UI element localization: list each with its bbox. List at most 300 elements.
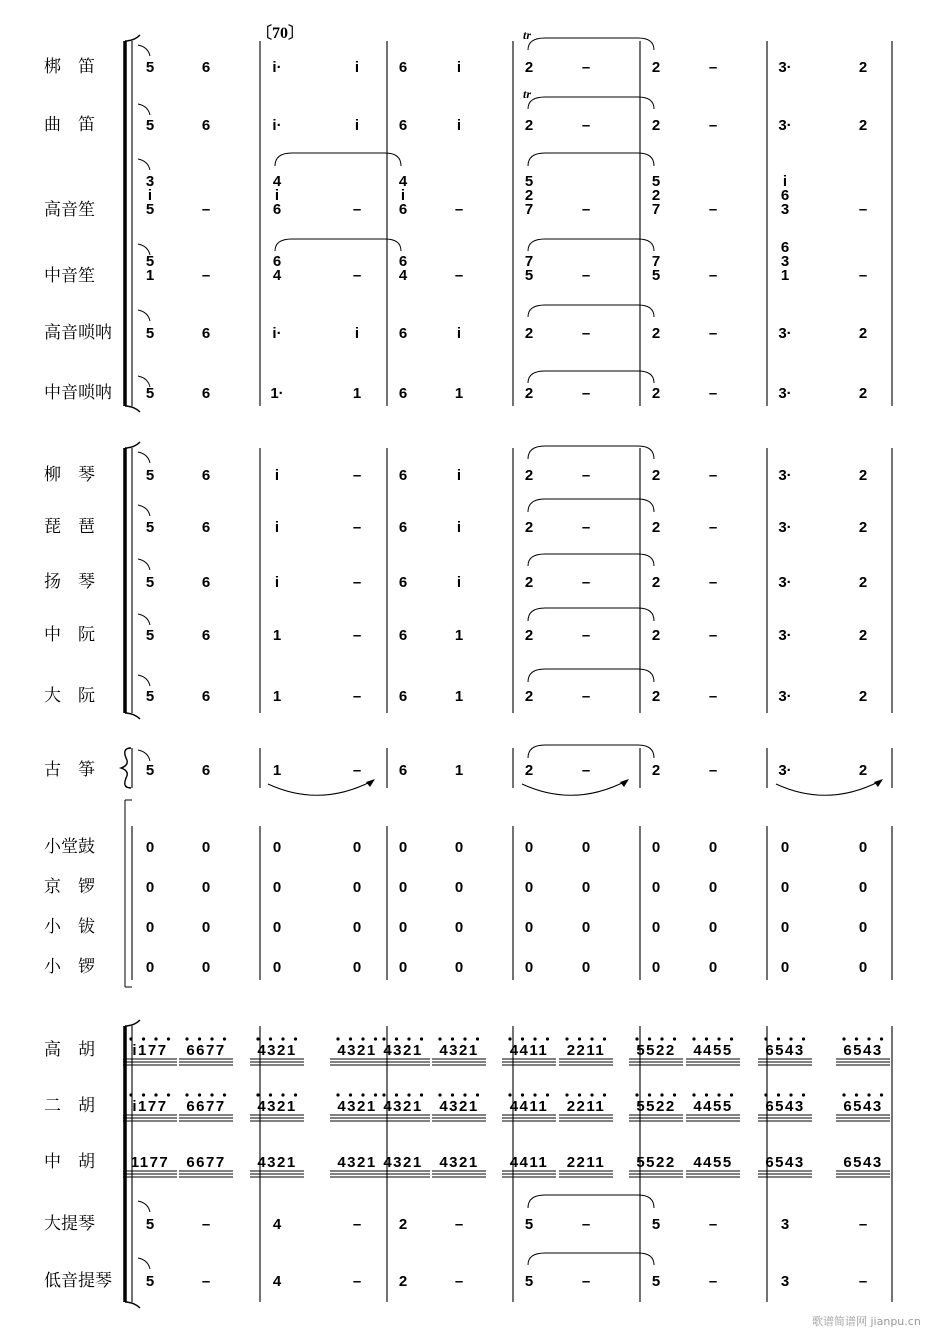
note: 2 [524,467,534,484]
note: 2 [858,385,868,402]
note: 0 [454,959,464,976]
octave-dot [269,1093,272,1096]
octave-dot [777,1037,780,1040]
note: 2 [858,325,868,342]
octave-dot [533,1037,536,1040]
note: 4 [272,1273,282,1290]
note: i [456,325,462,342]
note-group: 4321 [257,1042,297,1059]
chord-note: 4 [398,267,408,284]
note: 1 [272,762,282,779]
note: – [708,1216,718,1233]
note-group: 4321 [337,1098,377,1115]
chord-note: 4 [398,173,408,190]
note: 0 [524,919,534,936]
chord-note: 6 [398,253,408,270]
chord-note: – [352,201,362,218]
note: – [201,1273,211,1290]
note: 2 [398,1216,408,1233]
note: 0 [272,879,282,896]
note: 2 [651,627,661,644]
note: 5 [651,1273,661,1290]
note: i· [272,59,282,76]
note: – [581,1216,591,1233]
chord-note: 6 [272,201,282,218]
note: 2 [651,385,661,402]
octave-dot [407,1093,410,1096]
chord-note: i [782,173,788,190]
note: – [708,117,718,134]
octave-dot [673,1037,676,1040]
note: 6 [398,117,408,134]
note: – [352,688,362,705]
gliss-arrows [268,781,880,795]
note: 1 [454,627,464,644]
note-group: 6677 [186,1042,226,1059]
octave-dot [789,1037,792,1040]
note: 3· [778,385,792,402]
note: 2 [858,117,868,134]
chord-note: 5 [524,267,534,284]
note-group: 2211 [566,1098,606,1115]
octave-dot [789,1093,792,1096]
note: 0 [858,959,868,976]
octave-dot [777,1093,780,1096]
octave-dot [281,1037,284,1040]
octave-dot [867,1037,870,1040]
note: 2 [524,762,534,779]
note: 2 [398,1273,408,1290]
octave-dot [717,1037,720,1040]
instrument-label: 梆 笛 [44,57,95,77]
instrument-label: 小 钹 [44,917,95,937]
chord-note: – [352,267,362,284]
note-group: 4411 [509,1098,549,1115]
note-group: 4455 [693,1154,733,1171]
note: 0 [651,959,661,976]
note-group: 4455 [693,1098,733,1115]
note: 5 [145,325,155,342]
octave-dot [648,1093,651,1096]
octave-dot [198,1093,201,1096]
octave-dot [764,1037,767,1040]
note: 1 [272,688,282,705]
octave-dot [635,1093,638,1096]
octave-dot [438,1037,441,1040]
note: – [708,519,718,536]
note: 6 [201,762,211,779]
note: 0 [272,959,282,976]
note: 6 [201,688,211,705]
note: i [274,574,280,591]
chord-note: – [858,201,868,218]
note: 0 [145,839,155,856]
note: 6 [398,627,408,644]
instrument-label: 中音笙 [44,266,95,286]
note: – [581,762,591,779]
note: 2 [858,688,868,705]
note: 6 [201,385,211,402]
note-group: i177 [132,1098,168,1115]
note: – [581,59,591,76]
note: – [352,1273,362,1290]
note: 6 [398,688,408,705]
note-group: 6543 [765,1098,805,1115]
note: 1 [454,385,464,402]
note: i [354,325,360,342]
octave-dot [407,1037,410,1040]
note-group: 6543 [843,1098,883,1115]
octave-dot [660,1093,663,1096]
note-group: 2211 [566,1042,606,1059]
note: 0 [524,959,534,976]
note: – [581,688,591,705]
octave-dot [730,1093,733,1096]
instrument-label: 中 胡 [44,1152,95,1172]
note: 0 [352,919,362,936]
octave-dot [395,1093,398,1096]
note: 3· [778,688,792,705]
note: 0 [201,879,211,896]
note: 0 [272,919,282,936]
note-group: 4455 [693,1042,733,1059]
note: – [352,1216,362,1233]
instrument-label: 古 筝 [44,760,95,780]
octave-dot [210,1093,213,1096]
octave-dot [129,1037,132,1040]
chord-note: 4 [272,173,282,190]
note-group: 4321 [439,1042,479,1059]
note: – [581,1273,591,1290]
octave-dot [349,1093,352,1096]
note-group: 6543 [843,1042,883,1059]
octave-dot [256,1093,259,1096]
note: 0 [524,879,534,896]
note-group: 6543 [843,1154,883,1171]
octave-dot [717,1093,720,1096]
note: 0 [780,839,790,856]
note-group: 4411 [509,1154,549,1171]
note: i [456,59,462,76]
note: 2 [651,688,661,705]
note-group: i177 [132,1042,168,1059]
note: 0 [708,959,718,976]
instrument-label: 小堂鼓 [44,837,95,857]
octave-dot [167,1093,170,1096]
instrument-label: 柳 琴 [44,465,95,485]
chord-note: – [581,267,591,284]
chord-note: 7 [651,253,661,270]
note: 0 [708,879,718,896]
note: 2 [651,519,661,536]
chord-note: i [274,187,280,204]
notes-layer [123,59,890,1290]
note: 0 [780,959,790,976]
note: – [708,627,718,644]
note: 5 [524,1216,534,1233]
octave-dot [142,1093,145,1096]
chord-note: 6 [780,187,790,204]
note: – [708,385,718,402]
octave-dot [223,1093,226,1096]
note: i [354,59,360,76]
note: 2 [524,385,534,402]
note: 2 [651,117,661,134]
note: 0 [352,839,362,856]
note: 2 [524,59,534,76]
note: 0 [145,919,155,936]
note: 0 [858,919,868,936]
octave-dot [705,1093,708,1096]
watermark: 歌谱简谱网 jianpu.cn [812,1315,921,1328]
octave-dot [578,1093,581,1096]
note: 5 [145,1216,155,1233]
note: i· [272,325,282,342]
octave-dot [565,1093,568,1096]
note: 0 [780,879,790,896]
octave-dot [692,1037,695,1040]
octave-dot [533,1093,536,1096]
note: i [456,117,462,134]
note: 6 [398,519,408,536]
instrument-label: 高音唢呐 [44,323,112,343]
note: 1 [272,627,282,644]
note: – [708,1273,718,1290]
note: 0 [145,959,155,976]
octave-dot [154,1037,157,1040]
note: 5 [145,762,155,779]
note: 0 [398,839,408,856]
note: 0 [145,879,155,896]
chord-note: – [858,267,868,284]
octave-dot [565,1037,568,1040]
note: – [201,1216,211,1233]
octave-dot [880,1037,883,1040]
note: 0 [581,839,591,856]
chord-note: 1 [145,267,155,284]
octave-dot [382,1093,385,1096]
note-group: 4321 [439,1154,479,1171]
octave-dot [395,1037,398,1040]
note: – [352,519,362,536]
chord-note: i [400,187,406,204]
octave-dot [438,1093,441,1096]
note: 5 [145,1273,155,1290]
octave-dot [294,1037,297,1040]
note: 2 [524,117,534,134]
note-group: 6677 [186,1154,226,1171]
note: 0 [352,879,362,896]
note: 2 [524,519,534,536]
note: – [581,574,591,591]
note-group: 2211 [566,1154,606,1171]
octave-dot [546,1093,549,1096]
note: 0 [581,959,591,976]
octave-dot [635,1037,638,1040]
note: 0 [352,959,362,976]
note: 3· [778,59,792,76]
note: 6 [201,59,211,76]
note: i [274,467,280,484]
octave-dot [764,1093,767,1096]
note: 6 [398,325,408,342]
octave-dot [167,1037,170,1040]
octave-dot [463,1093,466,1096]
octave-dot [142,1037,145,1040]
note: – [581,519,591,536]
chord-note: 3 [780,253,790,270]
note: 3 [780,1216,790,1233]
octave-dot [154,1093,157,1096]
octave-dot [842,1093,845,1096]
octave-dot [692,1093,695,1096]
note: 0 [454,879,464,896]
note: 0 [858,839,868,856]
chord-note: 5 [145,253,155,270]
note: – [581,627,591,644]
octave-dot [374,1093,377,1096]
note: 5 [145,59,155,76]
note: 5 [145,519,155,536]
octave-dot [802,1037,805,1040]
octave-dot [802,1093,805,1096]
octave-dot [867,1093,870,1096]
octave-dot [705,1037,708,1040]
chord-note: 6 [398,201,408,218]
note-group: 6677 [186,1098,226,1115]
chord-note: 5 [524,173,534,190]
note: – [708,59,718,76]
note: 1 [454,688,464,705]
octave-dot [185,1093,188,1096]
note-group: 5522 [636,1154,676,1171]
octave-dot [603,1093,606,1096]
note: 0 [398,879,408,896]
octave-dot [294,1093,297,1096]
note: i· [272,117,282,134]
note: 2 [651,59,661,76]
note: 5 [145,117,155,134]
note: 5 [651,1216,661,1233]
octave-dot [842,1037,845,1040]
note: 6 [201,574,211,591]
note: 0 [272,839,282,856]
note: 0 [201,919,211,936]
note: 0 [524,839,534,856]
chord-note: 3 [145,173,155,190]
octave-dot [336,1093,339,1096]
note: 6 [398,385,408,402]
octave-dot [349,1037,352,1040]
chord-note: 2 [651,187,661,204]
instrument-label: 高音笙 [44,200,95,220]
octave-dot [476,1037,479,1040]
note-group: 4321 [383,1042,423,1059]
octave-dot [508,1093,511,1096]
chord-note: 4 [272,267,282,284]
note: 0 [708,919,718,936]
chord-note: – [201,267,211,284]
instrument-label: 大 阮 [44,686,95,706]
instrument-label: 扬 琴 [44,572,95,592]
note: 2 [858,627,868,644]
chord-note: – [454,201,464,218]
note: 2 [651,467,661,484]
note: 0 [201,959,211,976]
note: 0 [454,839,464,856]
note-group: 4321 [257,1154,297,1171]
octave-dot [361,1037,364,1040]
octave-dot [673,1093,676,1096]
note: 3· [778,519,792,536]
note: 3 [780,1273,790,1290]
note: 0 [398,919,408,936]
note: 3· [778,762,792,779]
rehearsal-mark: 〔70〕 [256,25,305,42]
chord-note: 7 [651,201,661,218]
octave-dot [463,1037,466,1040]
note: 5 [145,688,155,705]
note: – [352,627,362,644]
instrument-label: 二 胡 [44,1096,95,1116]
note: – [581,117,591,134]
note: – [708,688,718,705]
octave-dot [476,1093,479,1096]
octave-dot [223,1037,226,1040]
note: – [858,1216,868,1233]
octave-dot [660,1037,663,1040]
note: 1 [352,385,362,402]
note: – [352,574,362,591]
note: 2 [524,627,534,644]
instrument-labels [44,56,112,1291]
note: – [581,467,591,484]
note-group: 4321 [257,1098,297,1115]
note: 5 [145,385,155,402]
note: 5 [524,1273,534,1290]
chord-note: – [708,267,718,284]
note-group: 5522 [636,1098,676,1115]
note: 3· [778,627,792,644]
note-group: 1177 [130,1154,170,1171]
note: 2 [858,59,868,76]
note: 0 [651,839,661,856]
octave-dot [361,1093,364,1096]
octave-dot [382,1037,385,1040]
note: 5 [145,574,155,591]
instrument-label: 高 胡 [44,1040,95,1060]
note: – [708,467,718,484]
note: – [454,1273,464,1290]
note-group: 4321 [439,1098,479,1115]
chord-note: – [581,201,591,218]
note: i [456,467,462,484]
octave-dot [451,1093,454,1096]
chord-note: 1 [780,267,790,284]
note: 6 [398,574,408,591]
note: i [456,574,462,591]
note: 0 [780,919,790,936]
note: i [274,519,280,536]
note: 1· [270,385,284,402]
note-group: 6543 [765,1154,805,1171]
octave-dot [269,1037,272,1040]
instrument-label: 中音唢呐 [44,383,112,403]
note: 3· [778,117,792,134]
note: 0 [581,919,591,936]
note: – [708,325,718,342]
note: 6 [201,117,211,134]
